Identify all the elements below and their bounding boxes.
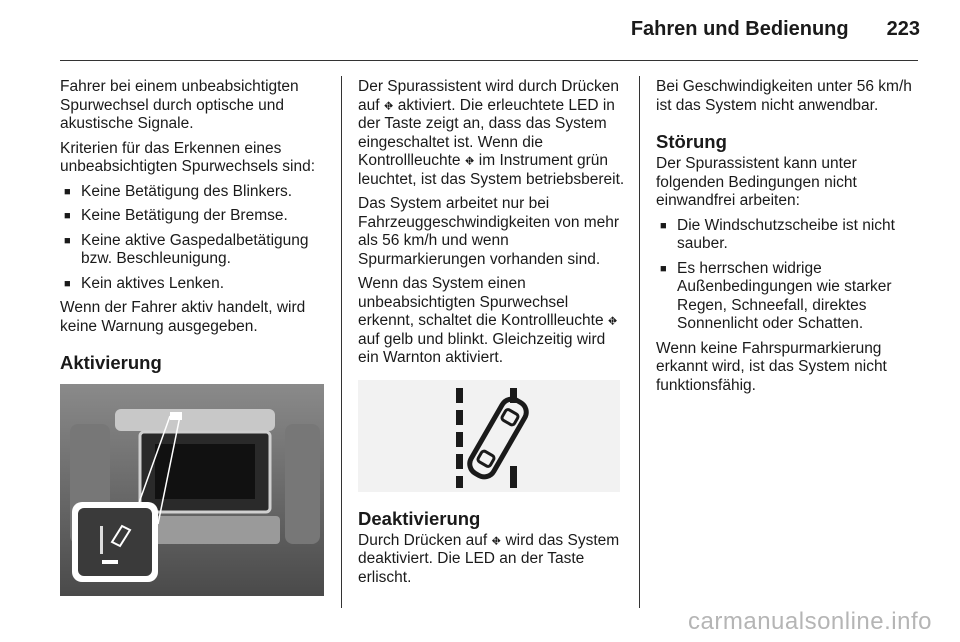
watermark: carmanualsonline.info	[688, 608, 932, 635]
header-rule	[60, 60, 918, 61]
lane-assist-icon: ⛖	[464, 154, 475, 168]
paragraph: Wenn der Fahrer aktiv handelt, wird keine Warnung ausgegeben.	[60, 299, 306, 335]
page-header	[631, 18, 920, 41]
column-divider-2	[639, 76, 640, 608]
bullet-item: ■ Kein aktives Lenken.	[64, 275, 328, 294]
column-1	[60, 78, 328, 596]
dashboard-illustration	[60, 384, 324, 596]
paragraph: Der Spurassistent kann unter folgenden Bedingungen nicht einwandfrei arbeiten:	[656, 155, 857, 209]
column-3	[656, 78, 924, 401]
dashboard-photo	[60, 384, 324, 596]
bullet-item: ■ Keine Betätigung der Bremse.	[64, 207, 328, 226]
lane-assist-icon	[358, 380, 620, 492]
paragraph: Wenn keine Fahrspurmarkierung erkannt wird, ist das System nicht funktionsfähig.	[656, 339, 887, 394]
paragraph: Wenn das System einen unbeabsichtigten Spurwechsel erkennt, schaltet die Kontrollleuchte ⛖ auf gelb und blinkt. Gleichzeitig wird ein Warnton aktiviert.	[358, 275, 618, 366]
lane-assist-icon: ⛖	[383, 98, 394, 113]
paragraph: Der Spurassistent wird durch Drücken auf ⛖ aktiviert. Die erleuchtete LED in der Taste zeigt an, dass das System eingeschaltet ist. Wenn die Kontrollleuchte ⛖ im Instrument grün leuchtet, ist das System betriebsbereit.	[358, 78, 625, 188]
paragraph: Fahrer bei einem unbeabsichtigten Spurwechsel durch optische und akustische Signale.	[60, 78, 299, 132]
lane-assist-symbol-figure	[358, 380, 620, 492]
lane-assist-icon: ⛖	[491, 533, 502, 548]
page-number: 223	[886, 18, 920, 40]
section-heading-aktivierung: Aktivierung	[60, 352, 162, 373]
column-divider-1	[341, 76, 342, 608]
paragraph: Das System arbeitet nur bei Fahrzeuggeschwindigkeiten von mehr als 56 km/h und wenn Spurmarkierungen vorhanden sind.	[358, 195, 620, 268]
bullet-item: ■ Die Windschutzscheibe ist nicht sauber.	[660, 217, 924, 254]
section-heading-stoerung: Störung	[656, 131, 727, 152]
bullet-item: ■ Keine Betätigung des Blinkers.	[64, 183, 328, 202]
column-2	[358, 78, 626, 593]
paragraph: Durch Drücken auf ⛖ wird das System deaktiviert. Die LED an der Taste erlischt.	[358, 531, 620, 586]
section-heading-deaktivierung: Deaktivierung	[358, 507, 481, 529]
page-title: Fahren und Bedienung	[630, 18, 849, 40]
paragraph: Bei Geschwindigkeiten unter 56 km/h ist das System nicht anwendbar.	[656, 78, 912, 114]
bullet-item: ■ Keine aktive Gaspedalbetätigung bzw. Beschleunigung.	[64, 232, 328, 269]
lane-assist-icon: ⛖	[607, 314, 618, 328]
paragraph: Kriterien für das Erkennen eines unbeabsichtigten Spurwechsels sind:	[60, 139, 316, 175]
bullet-item: ■ Es herrschen widrige Außenbedingungen wie starker Regen, Schneefall, direktes Sonnenlicht oder Schatten.	[660, 260, 924, 334]
